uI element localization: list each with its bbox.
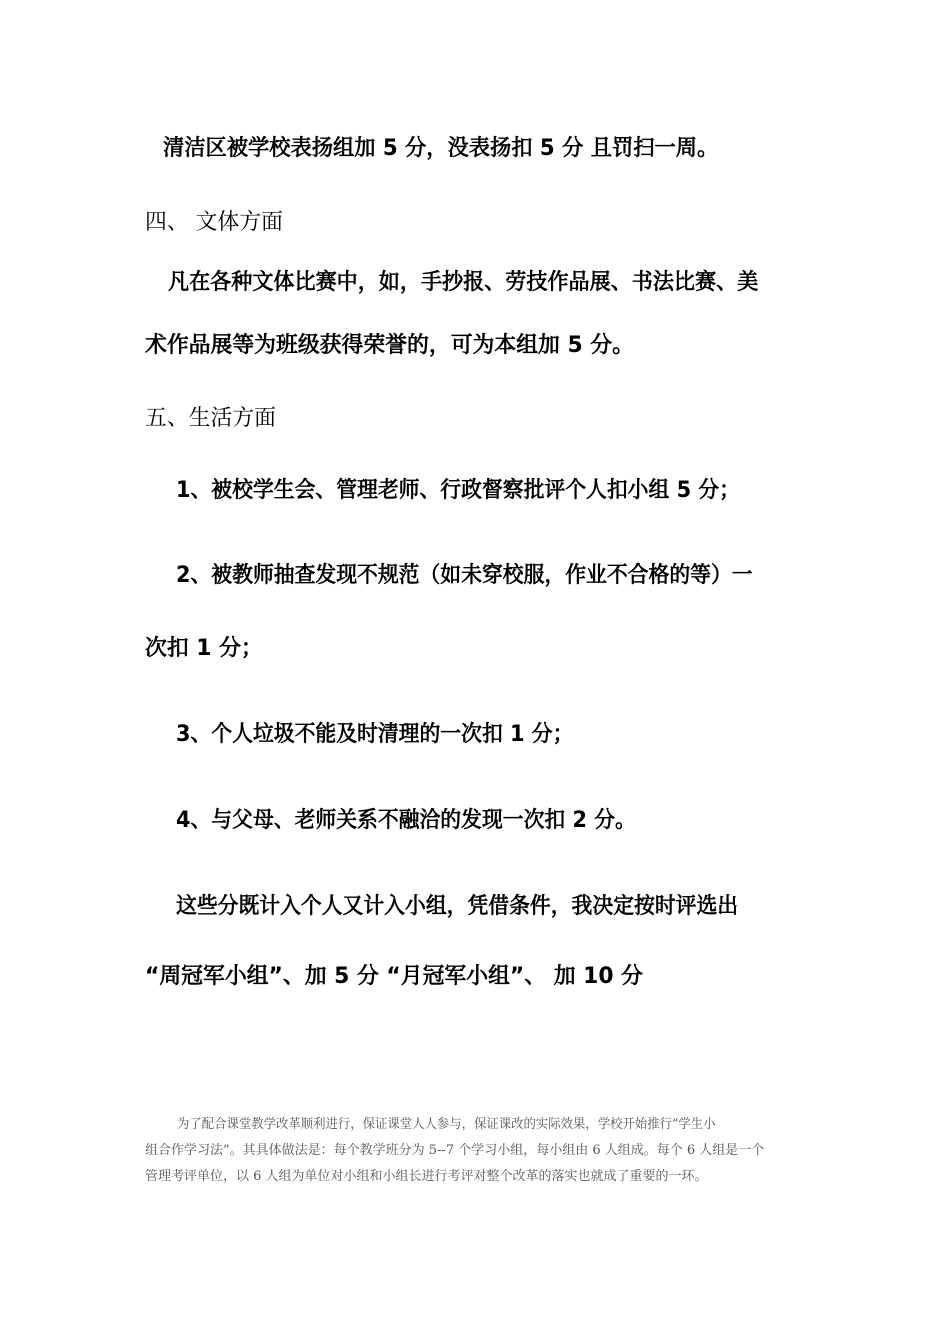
body-line-4: 术作品展等为班级获得荣誉的，可为本组加 5 分。	[145, 333, 634, 358]
rule-item-2-continued: 次扣 1 分；	[145, 636, 263, 661]
body-line-1: 清洁区被学校表扬组加 5 分，没表扬扣 5 分 且罚扫一周。	[163, 136, 719, 161]
footer-line-2: 组合作学习法”。其具体做法是：每个教学班分为 5--7 个学习小组，每小组由 6 人组成。每个 6 人组是一个	[145, 1143, 765, 1158]
footer-line-1: 为了配合课堂教学改革顺利进行，保证课堂人人参与，保证课改的实际效果，学校开始推行“学生小	[177, 1117, 716, 1132]
rule-item-2: 2、被教师抽查发现不规范（如未穿校服，作业不合格的等）一	[176, 563, 753, 588]
body-line-awards: “周冠军小组”、加 5 分 “月冠军小组”、 加 10 分	[145, 964, 643, 989]
body-line-summary: 这些分既计入个人又计入小组，凭借条件，我决定按时评选出	[176, 894, 739, 919]
rule-item-3: 3、个人垃圾不能及时清理的一次扣 1 分；	[176, 722, 574, 747]
body-line-3: 凡在各种文体比赛中，如，手抄报、劳技作品展、书法比赛、美	[168, 270, 759, 295]
rule-item-1: 1、被校学生会、管理老师、行政督察批评个人扣小组 5 分；	[176, 478, 740, 503]
section-heading-wenti: 四、 文体方面	[145, 210, 283, 235]
footer-line-3: 管理考评单位，以 6 人组为单位对小组和小组长进行考评对整个改革的落实也就成了重要的一环。	[145, 1169, 708, 1184]
rule-item-4: 4、与父母、老师关系不融洽的发现一次扣 2 分。	[176, 808, 636, 833]
section-heading-shenghuo: 五、生活方面	[145, 406, 277, 431]
